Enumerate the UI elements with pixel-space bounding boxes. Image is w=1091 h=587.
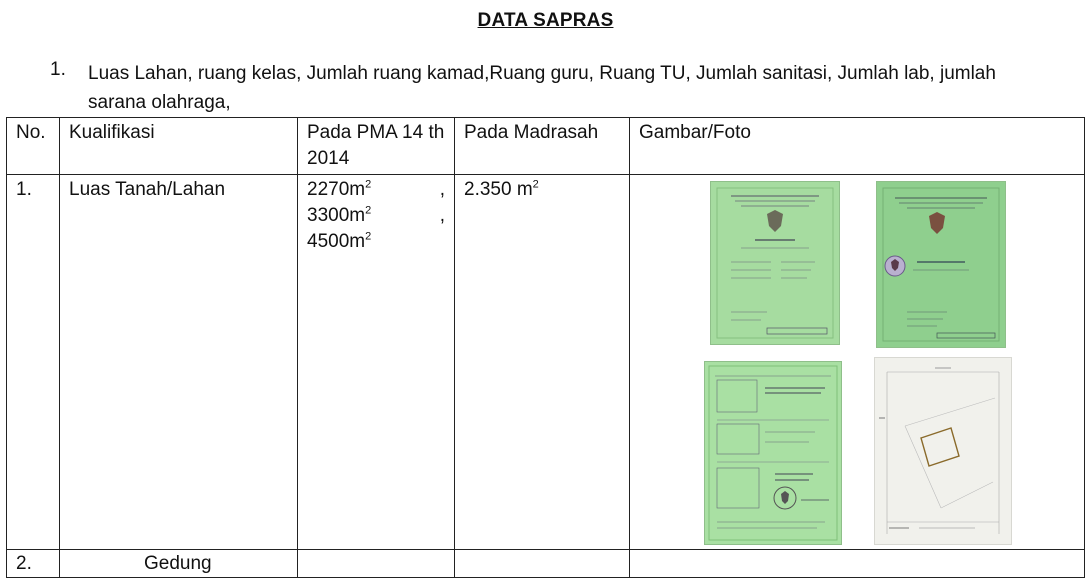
- row-pma: [298, 175, 455, 550]
- header-pma: Pada PMA 14 th 2014: [298, 118, 455, 175]
- row-kualifikasi: Gedung: [60, 550, 298, 578]
- pma-value-line: $2270m^2$ ,: [307, 178, 445, 200]
- header-foto: Gambar/Foto: [630, 118, 1085, 175]
- table-row: [7, 550, 1085, 578]
- header-no: No.: [7, 118, 60, 175]
- table-row: [7, 175, 1085, 550]
- land-certificate-1-image: [710, 181, 840, 345]
- list-item-text: Luas Lahan, ruang kelas, Jumlah ruang kamad,Ruang guru, Ruang TU, Jumlah sanitasi, Jumlah lab, jumlah sarana olahraga,: [88, 63, 996, 113]
- row-pma: [298, 550, 455, 578]
- row-madrasah: [455, 550, 630, 578]
- land-survey-map-image: [874, 357, 1012, 545]
- pma-value-line: $4500m^2$: [307, 230, 372, 252]
- header-madrasah: Pada Madrasah: [455, 118, 630, 175]
- row-kualifikasi: Luas Tanah/Lahan: [60, 175, 298, 550]
- row-foto: [630, 175, 1085, 550]
- table-header-row: [7, 118, 1085, 175]
- page-title: DATA SAPRAS: [477, 10, 614, 31]
- sapras-table: [6, 117, 1085, 578]
- list-number: 1.: [50, 59, 66, 80]
- land-certificate-2-image: [876, 181, 1006, 348]
- row-foto: [630, 550, 1085, 578]
- photo-collage: [630, 175, 1084, 545]
- header-kualifikasi: Kualifikasi: [60, 118, 298, 175]
- row-number: 1.: [7, 175, 60, 550]
- certificate-inner-page-image: [704, 361, 842, 545]
- pma-value-line: $3300m^2$ ,: [307, 204, 445, 226]
- row-madrasah: 2.350 $m^2$: [455, 175, 630, 550]
- row-number: 2.: [7, 550, 60, 578]
